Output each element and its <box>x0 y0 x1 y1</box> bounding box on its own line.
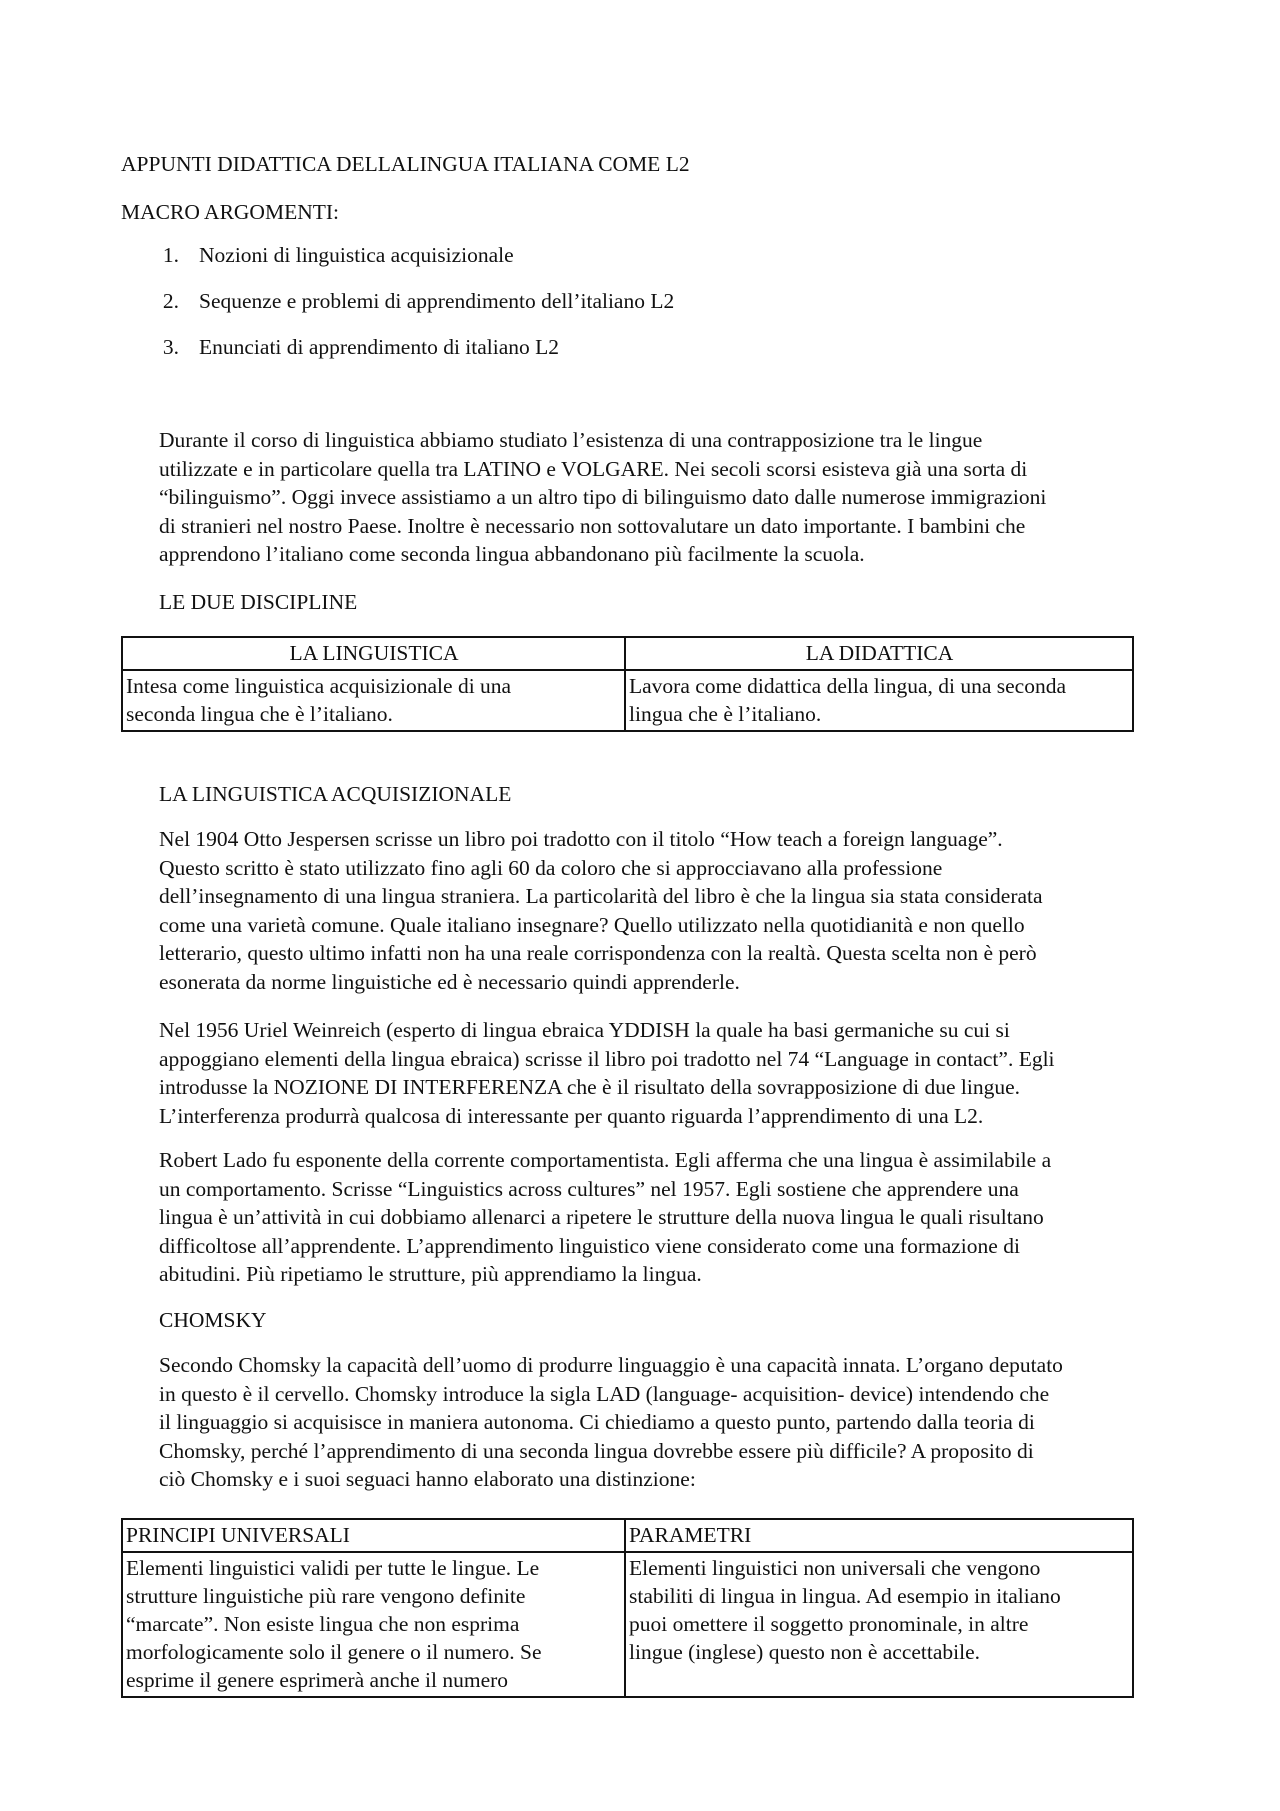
cell-line: puoi omettere il soggetto pronominale, in altre <box>629 1612 1029 1636</box>
text-line: dell’insegnamento di una lingua straniera. La particolarità del libro è che la lingua sia stata considerata <box>159 884 1043 908</box>
text-line: apprendono l’italiano come seconda lingua abbandonano più facilmente la scuola. <box>159 542 865 566</box>
list-number: 3. <box>162 335 179 359</box>
table-header-cell: PARAMETRI <box>625 1519 1133 1552</box>
table-header-cell: PRINCIPI UNIVERSALI <box>122 1519 625 1552</box>
cell-line: stabiliti di lingua in lingua. Ad esempio in italiano <box>629 1584 1061 1608</box>
cell-line: lingua che è l’italiano. <box>629 702 822 726</box>
text-line: come una varietà comune. Quale italiano insegnare? Quello utilizzato nella quotidianità e non quello <box>159 912 1025 937</box>
text-line: lingua è un’attività in cui dobbiamo allenarci a ripetere le strutture della nuova lingua le quali risultano <box>159 1205 1044 1229</box>
intro-paragraph <box>159 426 1159 569</box>
text-line: esonerata da norme linguistiche ed è necessario quindi apprenderle. <box>159 969 740 994</box>
text-line: Robert Lado fu esponente della corrente comportamentista. Egli afferma che una lingua è assimilabile a <box>159 1148 1052 1172</box>
text-line: di stranieri nel nostro Paese. Inoltre è necessario non sottovalutare un dato importante. I bambini che <box>159 513 1026 538</box>
table-row <box>122 1552 1133 1697</box>
table-cell <box>625 1552 1133 1697</box>
cell-line: “marcate”. Non esiste lingua che non esprima <box>126 1612 520 1636</box>
text-line: Questo scritto è stato utilizzato fino agli 60 da coloro che si approcciavano alla professione <box>159 855 943 880</box>
document-title: APPUNTI DIDATTICA DELLALINGUA ITALIANA COME L2 <box>121 152 690 176</box>
cell-line: lingue (inglese) questo non è accettabile. <box>629 1640 981 1664</box>
cell-line: Intesa come linguistica acquisizionale di una <box>126 674 512 698</box>
table-header-row <box>122 637 1133 670</box>
principles-table <box>121 1518 1134 1698</box>
cell-line: seconda lingua che è l’italiano. <box>126 702 393 726</box>
text-line: in questo è il cervello. Chomsky introduce la sigla LAD (language- acquisition- device) intendendo che <box>159 1381 1050 1406</box>
cell-line: strutture linguistiche più rare vengono definite <box>126 1584 526 1608</box>
text-line: un comportamento. Scrisse “Linguistics across cultures” nel 1957. Egli sostiene che apprendere una <box>159 1176 1019 1201</box>
cell-line: Elementi linguistici validi per tutte le lingue. Le <box>126 1556 540 1580</box>
table-cell <box>122 1552 625 1697</box>
text-line: difficoltose all’apprendente. L’apprendimento linguistico viene considerato come una formazione di <box>159 1233 1020 1258</box>
table-cell <box>122 670 625 731</box>
chomsky-heading: CHOMSKY <box>159 1308 267 1332</box>
table-header-row <box>122 1519 1133 1552</box>
text-line: Nel 1956 Uriel Weinreich (esperto di lingua ebraica YDDISH la quale ha basi germaniche su cui si <box>159 1018 1010 1042</box>
weinreich-paragraph <box>159 1016 1159 1130</box>
cell-line: Lavora come didattica della lingua, di una seconda <box>629 674 1066 698</box>
text-line: introdusse la NOZIONE DI INTERFERENZA che è il risultato della sovrapposizione di due lingue. <box>159 1075 1021 1099</box>
table-row <box>122 670 1133 731</box>
text-line: Nel 1904 Otto Jespersen scrisse un libro poi tradotto con il titolo “How teach a foreign language”. <box>159 827 1003 851</box>
list-item <box>121 333 674 379</box>
text-line: Secondo Chomsky la capacità dell’uomo di produrre linguaggio è una capacità innata. L’organo deputato <box>159 1353 1063 1377</box>
chomsky-paragraph <box>159 1351 1159 1494</box>
list-number: 2. <box>162 289 179 313</box>
text-line: letterario, questo ultimo infatti non ha una reale corrispondenza con la realtà. Questa scelta non è però <box>159 941 1037 965</box>
jespersen-paragraph <box>159 825 1159 996</box>
macro-list <box>121 241 674 379</box>
list-number: 1. <box>162 243 179 267</box>
text-line: ciò Chomsky e i suoi seguaci hanno elaborato una distinzione: <box>159 1467 696 1491</box>
lado-paragraph <box>159 1146 1159 1289</box>
table-header-cell: LA LINGUISTICA <box>122 637 625 670</box>
text-line: il linguaggio si acquisisce in maniera autonoma. Ci chiediamo a questo punto, partendo dalla teoria di <box>159 1410 1035 1434</box>
list-item <box>121 287 674 333</box>
text-line: L’interferenza produrrà qualcosa di interessante per quanto riguarda l’apprendimento di una L2. <box>159 1103 984 1128</box>
disciplines-table <box>121 636 1134 732</box>
text-line: appoggiano elementi della lingua ebraica) scrisse il libro poi tradotto nel 74 “Language in contact”. Egli <box>159 1046 1055 1071</box>
text-line: Chomsky, perché l’apprendimento di una seconda lingua dovrebbe essere più difficile? A proposito di <box>159 1438 1034 1463</box>
disciplines-heading: LE DUE DISCIPLINE <box>159 590 358 614</box>
cell-line: esprime il genere esprimerà anche il numero <box>126 1668 509 1692</box>
linguistica-heading: LA LINGUISTICA ACQUISIZIONALE <box>159 782 512 806</box>
cell-line: Elementi linguistici non universali che vengono <box>629 1556 1041 1580</box>
table-header-cell: LA DIDATTICA <box>625 637 1133 670</box>
text-line: “bilinguismo”. Oggi invece assistiamo a un altro tipo di bilinguismo dato dalle numerose immigrazioni <box>159 485 1047 509</box>
text-line: Durante il corso di linguistica abbiamo studiato l’esistenza di una contrapposizione tra le lingue <box>159 428 983 452</box>
text-line: abitudini. Più ripetiamo le strutture, più apprendiamo la lingua. <box>159 1262 702 1286</box>
list-text: Enunciati di apprendimento di italiano L2 <box>199 335 560 359</box>
list-text: Sequenze e problemi di apprendimento dell’italiano L2 <box>199 289 675 313</box>
macro-heading: MACRO ARGOMENTI: <box>121 200 340 224</box>
list-text: Nozioni di linguistica acquisizionale <box>199 243 514 267</box>
table-cell <box>625 670 1133 731</box>
list-item <box>121 241 674 287</box>
cell-line: morfologicamente solo il genere o il numero. Se <box>126 1640 542 1664</box>
text-line: utilizzate e in particolare quella tra LATINO e VOLGARE. Nei secoli scorsi esisteva già una sorta di <box>159 456 1028 481</box>
